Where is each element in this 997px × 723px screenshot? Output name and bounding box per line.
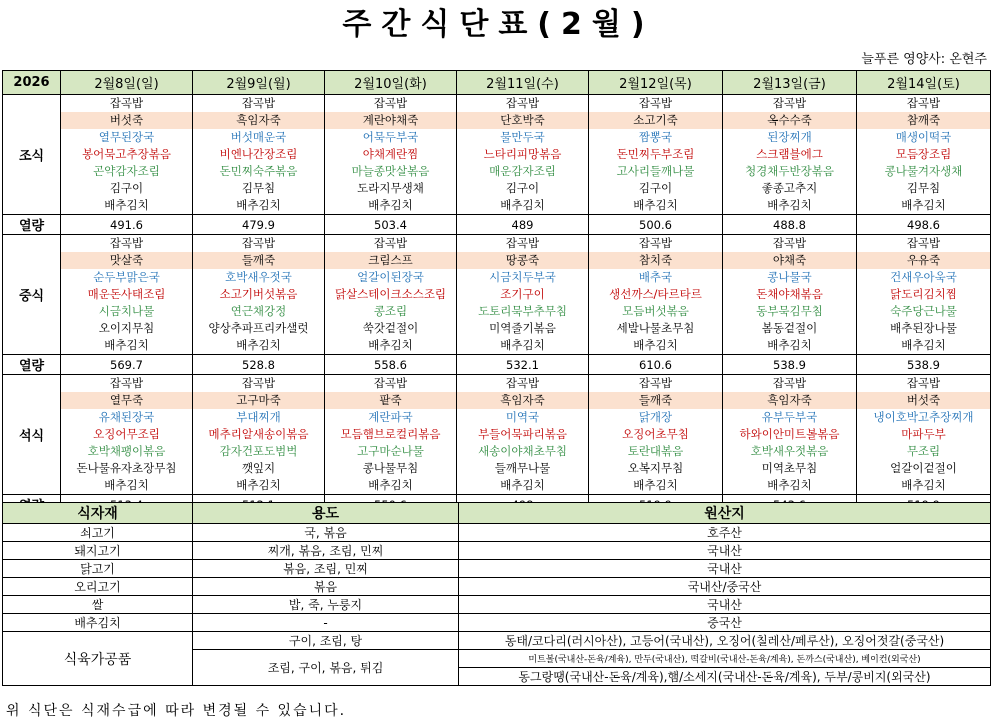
menu-item: 어묵두부국	[362, 130, 419, 144]
day-menu-cell	[723, 95, 857, 215]
calorie-value: 532.1	[457, 355, 589, 375]
origin-ingredient: 돼지고기	[3, 542, 193, 560]
menu-item: 고구마죽	[193, 392, 324, 409]
menu-item: 배추김치	[500, 338, 545, 352]
menu-item: 배추김치	[236, 198, 281, 212]
menu-item: 계란파국	[368, 410, 413, 424]
menu-item: 열무된장국	[98, 130, 155, 144]
menu-item: 깻잎지	[241, 461, 276, 475]
menu-item: 시금치나물	[98, 304, 155, 318]
menu-item: 쑥갓겉절이	[362, 321, 419, 335]
origin-table	[2, 502, 991, 686]
menu-item: 유부두부국	[761, 410, 818, 424]
menu-item: 호박채팽이볶음	[87, 444, 166, 458]
menu-item: 매생이떡국	[895, 130, 952, 144]
origin-usage: 조림, 구이, 볶음, 튀김	[193, 650, 459, 686]
origin-origin: 국내산/중국산	[459, 578, 991, 596]
menu-item: 배추김치	[901, 478, 946, 492]
menu-item: 마늘종맛살볶음	[351, 164, 430, 178]
menu-item: 모듬장조림	[895, 147, 952, 161]
menu-item: 계란야채죽	[325, 112, 456, 129]
menu-item: 무조림	[906, 444, 941, 458]
calorie-label: 열량	[3, 215, 61, 235]
menu-item: 버섯죽	[857, 392, 990, 409]
menu-item: 건새우아욱국	[890, 270, 957, 284]
day-header: 2월9일(월)	[193, 71, 325, 95]
menu-item: 배추김치	[236, 338, 281, 352]
calorie-value: 500.6	[589, 215, 723, 235]
origin-usage: 밥, 죽, 누룽지	[193, 596, 459, 614]
menu-item: 배추김치	[633, 338, 678, 352]
menu-item: 버섯매운국	[230, 130, 287, 144]
menu-item: 김무침	[906, 181, 941, 195]
menu-item: 배추김치	[368, 338, 413, 352]
menu-item: 잡곡밥	[109, 236, 144, 250]
menu-item: 봉어묵고추장볶음	[82, 147, 171, 161]
calorie-value: 569.7	[61, 355, 193, 375]
day-menu-cell	[325, 235, 457, 355]
menu-item: 닭살스테이크소스조림	[334, 287, 447, 301]
day-header: 2월10일(화)	[325, 71, 457, 95]
year-cell: 2026	[3, 71, 61, 95]
menu-item: 김구이	[109, 181, 144, 195]
menu-item: 새송이야채초무침	[478, 444, 567, 458]
menu-item: 미역초무침	[761, 461, 818, 475]
menu-item: 김구이	[638, 181, 673, 195]
menu-item: 야채계란찜	[362, 147, 419, 161]
menu-item: 잡곡밥	[638, 96, 673, 110]
meal-label: 석식	[3, 375, 61, 495]
calorie-value: 558.6	[325, 355, 457, 375]
day-header: 2월14일(토)	[857, 71, 991, 95]
menu-item: 비엔나간장조림	[219, 147, 298, 161]
menu-item: 배추김치	[901, 198, 946, 212]
origin-origin: 호주산	[459, 524, 991, 542]
menu-item: 돈나물유자초장무침	[76, 461, 177, 475]
menu-item: 모듬햄브로컬리볶음	[340, 427, 441, 441]
calorie-row	[3, 215, 991, 235]
menu-item: 콩나물무침	[362, 461, 419, 475]
weekly-menu-table	[2, 70, 991, 515]
day-menu-cell	[723, 235, 857, 355]
day-menu-cell	[589, 95, 723, 215]
menu-item: 잡곡밥	[906, 96, 941, 110]
menu-item: 호박새우젓국	[225, 270, 292, 284]
origin-usage: 구이, 조림, 탕	[193, 632, 459, 650]
origin-row	[3, 614, 991, 632]
menu-item: 하와이안미트볼볶음	[739, 427, 840, 441]
menu-item: 봄동겉절이	[761, 321, 818, 335]
menu-item: 스크램블에그	[756, 147, 823, 161]
menu-item: 잡곡밥	[241, 376, 276, 390]
menu-item: 참치죽	[589, 252, 722, 269]
calorie-value: 503.4	[325, 215, 457, 235]
menu-item: 얼갈이된장국	[357, 270, 424, 284]
menu-item: 배추김치	[633, 198, 678, 212]
calorie-value: 498.6	[857, 215, 991, 235]
menu-item: 배추국	[638, 270, 673, 284]
footer-note: 위 식단은 식재수급에 따라 변경될 수 있습니다.	[6, 703, 347, 719]
menu-item: 잡곡밥	[906, 376, 941, 390]
menu-item: 동부묵김무침	[756, 304, 823, 318]
calorie-value: 479.9	[193, 215, 325, 235]
origin-usage: -	[193, 614, 459, 632]
menu-item: 매운감자조림	[489, 164, 556, 178]
origin-origin: 중국산	[459, 614, 991, 632]
menu-item: 팥죽	[325, 392, 456, 409]
menu-item: 맛살죽	[61, 252, 192, 269]
menu-item: 시금치두부국	[489, 270, 556, 284]
day-menu-cell	[193, 375, 325, 495]
origin-row	[3, 560, 991, 578]
menu-item: 김구이	[505, 181, 540, 195]
menu-item: 배추김치	[104, 478, 149, 492]
menu-item: 잡곡밥	[241, 236, 276, 250]
menu-item: 잡곡밥	[109, 96, 144, 110]
menu-item: 배추김치	[104, 198, 149, 212]
menu-item: 고사리들깨나물	[616, 164, 695, 178]
menu-item: 배추김치	[767, 198, 812, 212]
origin-origin: 국내산	[459, 560, 991, 578]
menu-item: 땅콩죽	[457, 252, 588, 269]
day-menu-cell	[457, 375, 589, 495]
day-menu-cell	[193, 235, 325, 355]
menu-item: 잡곡밥	[638, 236, 673, 250]
day-menu-cell	[61, 95, 193, 215]
menu-item: 콩조림	[373, 304, 408, 318]
menu-item: 배추김치	[104, 338, 149, 352]
origin-header: 식자재	[3, 503, 193, 524]
origin-usage: 볶음	[193, 578, 459, 596]
origin-row	[3, 542, 991, 560]
menu-item: 된장찌개	[767, 130, 812, 144]
day-header: 2월12일(목)	[589, 71, 723, 95]
menu-item: 돈민찌숙주볶음	[219, 164, 298, 178]
menu-item: 양상추파프리카샐럿	[208, 321, 309, 335]
menu-item: 흑임자죽	[193, 112, 324, 129]
menu-item: 야채죽	[723, 252, 856, 269]
menu-item: 부대찌개	[236, 410, 281, 424]
calorie-value: 488.8	[723, 215, 857, 235]
origin-ingredient: 식육가공품	[3, 632, 193, 686]
dietitian-label: 늘푸른 영양사: 온현주	[861, 52, 987, 67]
day-menu-cell	[61, 235, 193, 355]
origin-origin: 국내산	[459, 596, 991, 614]
menu-item: 닭개장	[638, 410, 673, 424]
menu-item: 배추김치	[767, 338, 812, 352]
menu-item: 배추김치	[236, 478, 281, 492]
menu-item: 미역줄기볶음	[489, 321, 556, 335]
menu-item: 오징어무조림	[93, 427, 160, 441]
menu-item: 조기구이	[500, 287, 545, 301]
day-menu-cell	[589, 375, 723, 495]
menu-item: 물만두국	[500, 130, 545, 144]
menu-item: 흑임자죽	[457, 392, 588, 409]
meal-label: 중식	[3, 235, 61, 355]
menu-item: 잡곡밥	[505, 376, 540, 390]
day-menu-cell	[325, 95, 457, 215]
calorie-value: 538.9	[723, 355, 857, 375]
menu-item: 순두부맑은국	[93, 270, 160, 284]
calorie-label: 열량	[3, 355, 61, 375]
origin-row	[3, 578, 991, 596]
menu-item: 숙주당근나물	[890, 304, 957, 318]
day-menu-cell	[857, 375, 991, 495]
menu-item: 단호박죽	[457, 112, 588, 129]
menu-item: 모듬버섯볶음	[622, 304, 689, 318]
calorie-value: 528.8	[193, 355, 325, 375]
menu-item: 들깨죽	[193, 252, 324, 269]
menu-item: 참깨죽	[857, 112, 990, 129]
menu-item: 오복지무침	[627, 461, 684, 475]
menu-item: 좋종고추지	[761, 181, 818, 195]
calorie-row	[3, 355, 991, 375]
menu-item: 오징어초무침	[622, 427, 689, 441]
meal-row	[3, 235, 991, 355]
menu-item: 배추김치	[500, 478, 545, 492]
origin-origin: 미트볼(국내산-돈육/계육), 만두(국내산), 떡갈비(국내산-돈육/계육), 돈까스(국내산), 베이컨(외국산)	[459, 650, 991, 668]
menu-item: 들깨무나물	[494, 461, 551, 475]
origin-ingredient: 닭고기	[3, 560, 193, 578]
menu-item: 콩나물겨자생채	[884, 164, 963, 178]
menu-item: 곤약감자조림	[93, 164, 160, 178]
meal-row	[3, 375, 991, 495]
menu-item: 배추김치	[633, 478, 678, 492]
menu-item: 세발나물초무침	[616, 321, 695, 335]
menu-item: 잡곡밥	[505, 96, 540, 110]
menu-item: 잡곡밥	[373, 376, 408, 390]
menu-item: 돈채야채볶음	[756, 287, 823, 301]
menu-item: 마파두부	[901, 427, 946, 441]
menu-item: 잡곡밥	[373, 96, 408, 110]
menu-item: 소고기버섯볶음	[219, 287, 298, 301]
meal-label: 조식	[3, 95, 61, 215]
menu-item: 배추김치	[767, 478, 812, 492]
menu-item: 배추김치	[368, 198, 413, 212]
day-header: 2월13일(금)	[723, 71, 857, 95]
menu-item: 호박새우젓볶음	[750, 444, 829, 458]
day-menu-cell	[589, 235, 723, 355]
menu-item: 잡곡밥	[906, 236, 941, 250]
menu-item: 잡곡밥	[772, 376, 807, 390]
origin-origin: 동그랑땡(국내산-돈육/계육),햄/소세지(국내산-돈육/계육), 두부/콩비지(외국산)	[459, 668, 991, 686]
origin-usage: 찌개, 볶음, 조림, 민찌	[193, 542, 459, 560]
menu-item: 잡곡밥	[772, 236, 807, 250]
day-menu-cell	[723, 375, 857, 495]
menu-item: 도토리묵부추무침	[478, 304, 567, 318]
day-menu-cell	[457, 95, 589, 215]
origin-origin: 국내산	[459, 542, 991, 560]
menu-item: 도라지무생채	[357, 181, 424, 195]
menu-item: 잡곡밥	[772, 96, 807, 110]
menu-item: 콩나물국	[767, 270, 812, 284]
origin-row	[3, 524, 991, 542]
day-menu-cell	[857, 95, 991, 215]
menu-item: 돈민찌두부조림	[616, 147, 695, 161]
menu-item: 생선까스/타르타르	[609, 287, 702, 301]
origin-ingredient: 배추김치	[3, 614, 193, 632]
menu-item: 배추김치	[368, 478, 413, 492]
day-header: 2월11일(수)	[457, 71, 589, 95]
origin-row	[3, 596, 991, 614]
menu-item: 메추리알새송이볶음	[208, 427, 309, 441]
menu-item: 잡곡밥	[109, 376, 144, 390]
day-menu-cell	[857, 235, 991, 355]
menu-item: 닭도리김치찜	[890, 287, 957, 301]
origin-header: 원산지	[459, 503, 991, 524]
calorie-value: 491.6	[61, 215, 193, 235]
meal-row	[3, 95, 991, 215]
menu-item: 흑임자죽	[723, 392, 856, 409]
menu-item: 배추된장나물	[890, 321, 957, 335]
menu-item: 유채된장국	[98, 410, 155, 424]
menu-item: 토란대볶음	[627, 444, 684, 458]
menu-item: 매운돈사태조림	[87, 287, 166, 301]
menu-item: 미역국	[505, 410, 540, 424]
menu-item: 연근채강정	[230, 304, 287, 318]
menu-item: 감자건포도범벅	[219, 444, 298, 458]
origin-ingredient: 쌀	[3, 596, 193, 614]
origin-usage: 볶음, 조림, 민찌	[193, 560, 459, 578]
menu-item: 옥수수죽	[723, 112, 856, 129]
menu-item: 버섯죽	[61, 112, 192, 129]
menu-item: 잡곡밥	[241, 96, 276, 110]
day-menu-cell	[325, 375, 457, 495]
menu-item: 잡곡밥	[505, 236, 540, 250]
calorie-value: 538.9	[857, 355, 991, 375]
menu-item: 부들어묵파리볶음	[478, 427, 567, 441]
calorie-value: 610.6	[589, 355, 723, 375]
menu-item: 크림스프	[325, 252, 456, 269]
day-menu-cell	[193, 95, 325, 215]
menu-item: 소고기죽	[589, 112, 722, 129]
menu-item: 고구마순나물	[357, 444, 424, 458]
day-header: 2월8일(일)	[61, 71, 193, 95]
header-row	[3, 71, 991, 95]
menu-item: 오이지무침	[98, 321, 155, 335]
page-title: 주간식단표(2월)	[342, 7, 655, 42]
menu-item: 청경채두반장볶음	[745, 164, 834, 178]
origin-ingredient: 오리고기	[3, 578, 193, 596]
origin-origin: 동태/코다리(러시아산), 고등어(국내산), 오징어(칠레산/페루산), 오징어젓갈(중국산)	[459, 632, 991, 650]
menu-item: 배추김치	[901, 338, 946, 352]
origin-header: 용도	[193, 503, 459, 524]
origin-ingredient: 쇠고기	[3, 524, 193, 542]
menu-item: 우유죽	[857, 252, 990, 269]
menu-item: 잡곡밥	[373, 236, 408, 250]
menu-item: 들깨죽	[589, 392, 722, 409]
origin-header-row	[3, 503, 991, 524]
day-menu-cell	[457, 235, 589, 355]
menu-item: 열무죽	[61, 392, 192, 409]
menu-item: 배추김치	[500, 198, 545, 212]
menu-item: 냉이호박고추장찌개	[873, 410, 974, 424]
day-menu-cell	[61, 375, 193, 495]
origin-row	[3, 632, 991, 650]
calorie-value: 489	[457, 215, 589, 235]
menu-item: 얼갈이겉절이	[890, 461, 957, 475]
menu-item: 느타리피망볶음	[483, 147, 562, 161]
menu-item: 잡곡밥	[638, 376, 673, 390]
menu-item: 김무침	[241, 181, 276, 195]
menu-item: 짬뽕국	[638, 130, 673, 144]
origin-usage: 국, 볶음	[193, 524, 459, 542]
